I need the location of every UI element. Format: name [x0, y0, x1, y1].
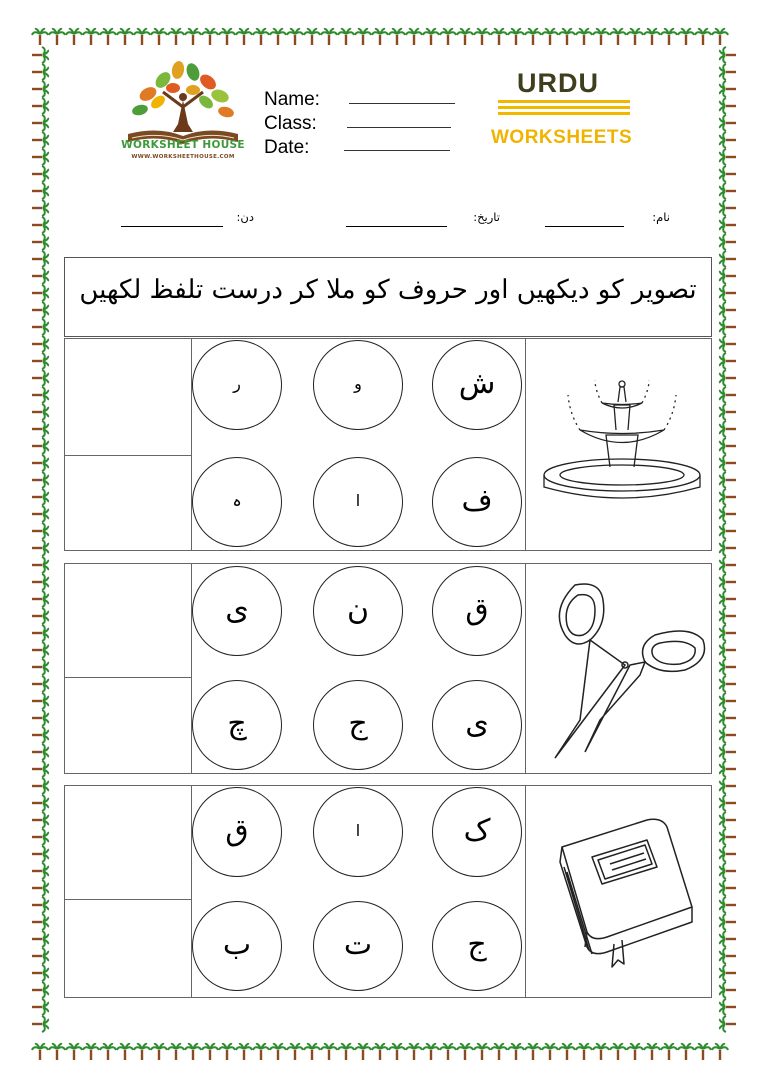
urdu-day-label: دن:: [236, 210, 254, 224]
answer-box[interactable]: [65, 786, 191, 898]
class-label: Class:: [264, 113, 317, 134]
answer-box[interactable]: [65, 339, 191, 454]
class-field[interactable]: [347, 127, 451, 128]
answer-box[interactable]: [65, 677, 191, 773]
urdu-name-field[interactable]: [545, 226, 624, 227]
letter-circle: ق: [432, 566, 522, 656]
answer-box[interactable]: [65, 899, 191, 997]
letter-circle: ا: [313, 457, 403, 547]
letter-circle: ن: [313, 566, 403, 656]
letter-circle: ش: [432, 340, 522, 430]
book-icon: [552, 812, 702, 972]
logo-url: WWW.WORKSHEETHOUSE.COM: [131, 154, 235, 160]
date-field[interactable]: [344, 150, 450, 151]
answer-box[interactable]: [65, 455, 191, 550]
letter-circle: ب: [192, 901, 282, 991]
brand-subtitle: WORKSHEETS: [491, 127, 633, 148]
letter-circle: ر: [192, 340, 282, 430]
letter-circle: ت: [313, 901, 403, 991]
letter-circle: ج: [313, 680, 403, 770]
letter-circle: ق: [192, 787, 282, 877]
urdu-date-label: تاریخ:: [473, 210, 500, 224]
scissors-icon: [545, 580, 710, 760]
urdu-day-field[interactable]: [121, 226, 223, 227]
name-field[interactable]: [349, 103, 455, 104]
date-label: Date:: [264, 137, 310, 158]
letter-circle: ج: [432, 901, 522, 991]
letter-circle: ف: [432, 457, 522, 547]
instruction-text: تصویر کو دیکھیں اور حروف کو ملا کر درست تلفظ لکھیں: [79, 275, 697, 305]
letter-circle: ہ: [192, 457, 282, 547]
brand-stripes: [498, 100, 630, 118]
name-label: Name:: [264, 89, 320, 110]
logo-name: WORKSHEET HOUSE: [121, 139, 245, 151]
urdu-date-field[interactable]: [346, 226, 447, 227]
urdu-name-label: نام:: [652, 210, 670, 224]
letter-circle: ا: [313, 787, 403, 877]
letter-circle: و: [313, 340, 403, 430]
answer-box[interactable]: [65, 564, 191, 676]
fountain-icon: [540, 375, 705, 505]
letter-circle: ک: [432, 787, 522, 877]
letter-circle: چ: [192, 680, 282, 770]
letter-circle: ی: [432, 680, 522, 770]
brand-title: URDU: [517, 68, 599, 98]
letter-circle: ی: [192, 566, 282, 656]
